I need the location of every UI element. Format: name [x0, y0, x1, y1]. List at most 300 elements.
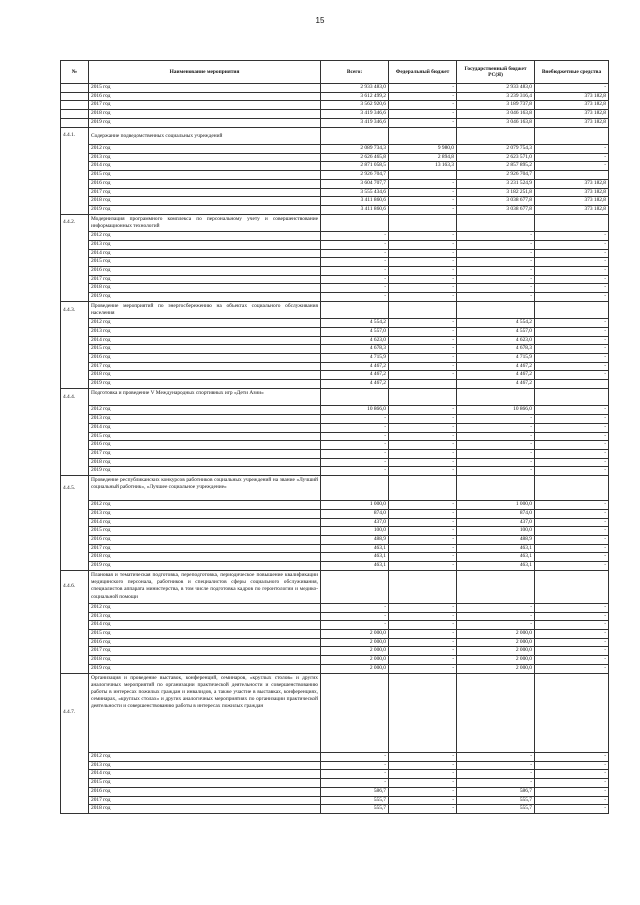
total-cell: 100,0 [321, 527, 389, 536]
total-cell: 463,1 [321, 562, 389, 571]
table-row [61, 656, 609, 665]
state-cell: - [457, 415, 535, 424]
state-cell: - [457, 266, 535, 275]
state-cell: 4 623,0 [457, 336, 535, 345]
column-header-federal: Федеральный бюджет [389, 61, 457, 84]
extra-cell: 373 182,8 [535, 110, 609, 119]
state-cell: 2 000,0 [457, 630, 535, 639]
state-cell: - [457, 449, 535, 458]
table-row [61, 258, 609, 267]
federal-cell: - [389, 527, 457, 536]
total-cell: 2 000,0 [321, 656, 389, 665]
total-cell: 463,1 [321, 553, 389, 562]
table-row [61, 275, 609, 284]
table-row [61, 293, 609, 302]
state-cell: 100,0 [457, 527, 535, 536]
section-header-row [61, 570, 609, 603]
federal-cell: - [389, 284, 457, 293]
year-cell: 2012 год [89, 145, 321, 154]
table-row [61, 92, 609, 101]
table-row [61, 145, 609, 154]
section-empty-cell [389, 301, 457, 319]
table-row [61, 319, 609, 328]
extra-cell: - [535, 371, 609, 380]
total-cell: 3 411 860,6 [321, 205, 389, 214]
extra-cell: - [535, 562, 609, 571]
federal-cell: - [389, 319, 457, 328]
extra-cell: - [535, 753, 609, 762]
extra-cell: - [535, 612, 609, 621]
total-cell: 4 623,0 [321, 336, 389, 345]
year-cell: 2015 год [89, 432, 321, 441]
year-cell: 2015 год [89, 527, 321, 536]
year-cell: 2018 год [89, 458, 321, 467]
year-cell: 2013 год [89, 509, 321, 518]
state-cell: 4 557,0 [457, 327, 535, 336]
table-row [61, 761, 609, 770]
section-header-row [61, 127, 609, 145]
total-cell: 2 626 465,8 [321, 153, 389, 162]
year-cell: 2012 год [89, 603, 321, 612]
federal-cell: - [389, 509, 457, 518]
section-title: Плановая и тематическая подготовка, переподготовка, периодическое повышение квалификации медицинского персонала, работников и специалистов сферы социального обслуживания, специалистов аппарата министерства, в том числе подготовка кадров по геронтологии и медико-социальной помощи [89, 570, 321, 603]
table-row [61, 509, 609, 518]
federal-cell: - [389, 205, 457, 214]
state-cell: - [457, 753, 535, 762]
section-title: Организация и проведение выставок, конференций, семинаров, «круглых столов» и других аналогичных мероприятий по организации практической деятельности и совершенствованию работы в интересах пожилых граждан и инвалидов, а также участие в выставках, конференциях, семинарах, «круглых столах» и других аналогичных мероприятиях по организации практической деятельности и совершенствованию работы в интересах пожилых граждан [89, 673, 321, 753]
section-empty-cell [389, 570, 457, 603]
federal-cell: - [389, 179, 457, 188]
table-row [61, 179, 609, 188]
extra-cell: - [535, 467, 609, 476]
extra-cell: - [535, 249, 609, 258]
year-cell: 2016 год [89, 638, 321, 647]
table-row [61, 630, 609, 639]
state-cell: 2 000,0 [457, 656, 535, 665]
state-cell: 3 046 163,8 [457, 118, 535, 127]
state-cell: - [457, 232, 535, 241]
column-header-extra: Внебюджетные средства [535, 61, 609, 84]
state-cell: 3 231 524,9 [457, 179, 535, 188]
total-cell: - [321, 458, 389, 467]
table-row [61, 153, 609, 162]
state-cell: 463,1 [457, 562, 535, 571]
state-cell: 4 554,2 [457, 319, 535, 328]
year-cell: 2015 год [89, 258, 321, 267]
table-row [61, 266, 609, 275]
year-cell: 2017 год [89, 796, 321, 805]
state-cell: - [457, 761, 535, 770]
column-header-name: Наименование мероприятия [89, 61, 321, 84]
federal-cell: - [389, 110, 457, 119]
section-empty-cell [535, 476, 609, 501]
total-cell: - [321, 240, 389, 249]
extra-cell: - [535, 441, 609, 450]
year-cell: 2014 год [89, 423, 321, 432]
extra-cell: - [535, 153, 609, 162]
year-cell: 2018 год [89, 553, 321, 562]
federal-cell: 13 163,3 [389, 162, 457, 171]
year-cell: 2017 год [89, 101, 321, 110]
year-cell: 2016 год [89, 179, 321, 188]
year-cell: 2019 год [89, 467, 321, 476]
extra-cell: 373 182,8 [535, 205, 609, 214]
year-cell: 2015 год [89, 345, 321, 354]
total-cell: 874,0 [321, 509, 389, 518]
federal-cell [389, 380, 457, 389]
extra-cell: - [535, 266, 609, 275]
federal-cell: - [389, 240, 457, 249]
extra-cell [535, 171, 609, 180]
extra-cell: 373 182,8 [535, 92, 609, 101]
extra-cell: - [535, 805, 609, 814]
federal-cell: - [389, 275, 457, 284]
extra-cell: 373 182,8 [535, 188, 609, 197]
state-cell: 2 623 571,0 [457, 153, 535, 162]
total-cell: - [321, 621, 389, 630]
year-cell: 2012 год [89, 753, 321, 762]
column-header-total: Всего: [321, 61, 389, 84]
state-cell: 874,0 [457, 509, 535, 518]
year-cell: 2012 год [89, 406, 321, 415]
year-cell: 2012 год [89, 501, 321, 510]
year-cell: 2015 год [89, 779, 321, 788]
section-empty-cell [321, 673, 389, 753]
federal-cell: - [389, 753, 457, 762]
federal-cell: - [389, 415, 457, 424]
federal-cell: - [389, 449, 457, 458]
total-cell: 586,7 [321, 787, 389, 796]
section-empty-cell [321, 214, 389, 232]
federal-cell: - [389, 266, 457, 275]
table-row [61, 197, 609, 206]
extra-cell: - [535, 518, 609, 527]
state-cell: 4 467,2 [457, 371, 535, 380]
section-code: 4.4.7. [61, 673, 89, 813]
federal-cell: 9 980,0 [389, 145, 457, 154]
year-cell: 2013 год [89, 761, 321, 770]
total-cell: - [321, 415, 389, 424]
state-cell: 2 933 483,0 [457, 84, 535, 93]
year-cell: 2018 год [89, 805, 321, 814]
section-code: 4.4.1. [61, 127, 89, 214]
federal-cell: - [389, 423, 457, 432]
year-cell: 2018 год [89, 656, 321, 665]
total-cell: - [321, 293, 389, 302]
state-cell: 4 467,2 [457, 380, 535, 389]
section-empty-cell [321, 476, 389, 501]
extra-cell: - [535, 458, 609, 467]
year-cell: 2013 год [89, 327, 321, 336]
table-row [61, 664, 609, 673]
column-header-num: № [61, 61, 89, 84]
year-cell: 2018 год [89, 371, 321, 380]
year-cell: 2016 год [89, 441, 321, 450]
row-number-cell [61, 92, 89, 101]
state-cell: - [457, 621, 535, 630]
federal-cell: - [389, 796, 457, 805]
table-row [61, 603, 609, 612]
extra-cell: - [535, 664, 609, 673]
extra-cell: - [535, 232, 609, 241]
section-empty-cell [389, 476, 457, 501]
section-empty-cell [457, 570, 535, 603]
extra-cell: - [535, 656, 609, 665]
total-cell: 3 562 920,6 [321, 101, 389, 110]
total-cell: - [321, 232, 389, 241]
total-cell: 555,7 [321, 805, 389, 814]
table-body [61, 84, 609, 814]
year-cell: 2016 год [89, 536, 321, 545]
table-row [61, 449, 609, 458]
state-cell: 463,1 [457, 553, 535, 562]
total-cell: 4 467,2 [321, 362, 389, 371]
total-cell: 2 933 483,0 [321, 84, 389, 93]
federal-cell: - [389, 432, 457, 441]
section-empty-cell [321, 388, 389, 406]
year-cell: 2019 год [89, 664, 321, 673]
year-cell: 2013 год [89, 153, 321, 162]
total-cell: - [321, 432, 389, 441]
extra-cell: - [535, 319, 609, 328]
year-cell: 2013 год [89, 612, 321, 621]
year-cell: 2019 год [89, 380, 321, 389]
extra-cell: - [535, 258, 609, 267]
total-cell: - [321, 258, 389, 267]
year-cell: 2012 год [89, 232, 321, 241]
row-number-cell [61, 110, 89, 119]
year-cell: 2013 год [89, 240, 321, 249]
federal-cell: - [389, 612, 457, 621]
section-empty-cell [389, 214, 457, 232]
state-cell: 2 000,0 [457, 638, 535, 647]
state-cell: 4 678,3 [457, 345, 535, 354]
total-cell: - [321, 275, 389, 284]
state-cell: - [457, 275, 535, 284]
year-cell: 2017 год [89, 362, 321, 371]
federal-cell: - [389, 603, 457, 612]
total-cell: - [321, 284, 389, 293]
extra-cell: - [535, 415, 609, 424]
section-empty-cell [457, 673, 535, 753]
year-cell: 2016 год [89, 266, 321, 275]
state-cell: 1 000,0 [457, 501, 535, 510]
federal-cell: - [389, 441, 457, 450]
extra-cell: - [535, 787, 609, 796]
table-row [61, 354, 609, 363]
table-row [61, 562, 609, 571]
total-cell: 4 554,2 [321, 319, 389, 328]
total-cell: 3 612 499,2 [321, 92, 389, 101]
extra-cell: - [535, 761, 609, 770]
table-row [61, 84, 609, 93]
federal-cell: - [389, 327, 457, 336]
section-empty-cell [321, 127, 389, 145]
total-cell: - [321, 603, 389, 612]
column-header-state: Государственный бюджет РС(Я) [457, 61, 535, 84]
table-row [61, 327, 609, 336]
table-row [61, 118, 609, 127]
state-cell: - [457, 770, 535, 779]
section-empty-cell [535, 301, 609, 319]
extra-cell: - [535, 362, 609, 371]
table-row [61, 371, 609, 380]
year-cell: 2017 год [89, 647, 321, 656]
extra-cell: - [535, 553, 609, 562]
total-cell: - [321, 266, 389, 275]
year-cell: 2014 год [89, 518, 321, 527]
table-row [61, 612, 609, 621]
table-row [61, 188, 609, 197]
section-header-row [61, 673, 609, 753]
extra-cell: - [535, 603, 609, 612]
state-cell: - [457, 779, 535, 788]
extra-cell: - [535, 509, 609, 518]
extra-cell: 373 182,8 [535, 197, 609, 206]
year-cell: 2014 год [89, 162, 321, 171]
year-cell: 2018 год [89, 110, 321, 119]
table-row [61, 805, 609, 814]
extra-cell: - [535, 162, 609, 171]
state-cell: - [457, 612, 535, 621]
state-cell: 3 189 737,8 [457, 101, 535, 110]
section-empty-cell [389, 388, 457, 406]
year-cell: 2014 год [89, 336, 321, 345]
federal-cell: - [389, 371, 457, 380]
federal-cell: - [389, 621, 457, 630]
extra-cell: - [535, 621, 609, 630]
federal-cell: - [389, 84, 457, 93]
year-cell: 2012 год [89, 319, 321, 328]
federal-cell: - [389, 770, 457, 779]
state-cell: - [457, 293, 535, 302]
total-cell: - [321, 770, 389, 779]
section-empty-cell [535, 673, 609, 753]
federal-cell: - [389, 467, 457, 476]
extra-cell: - [535, 345, 609, 354]
section-title: Проведение республиканских конкурсов работников социальных учреждений на звание «Лучший социальный работник», «Лучшее социальное учреждение» [89, 476, 321, 501]
total-cell: 2 871 058,5 [321, 162, 389, 171]
table-row [61, 423, 609, 432]
state-cell: 488,9 [457, 536, 535, 545]
total-cell: 1 000,0 [321, 501, 389, 510]
total-cell: 3 411 860,6 [321, 197, 389, 206]
table-row [61, 432, 609, 441]
total-cell: 4 715,9 [321, 354, 389, 363]
federal-cell: - [389, 779, 457, 788]
year-cell: 2019 год [89, 205, 321, 214]
table-row [61, 441, 609, 450]
section-empty-cell [457, 127, 535, 145]
table-row [61, 362, 609, 371]
section-header-row [61, 476, 609, 501]
table-row [61, 232, 609, 241]
state-cell: 463,1 [457, 544, 535, 553]
federal-cell: - [389, 362, 457, 371]
state-cell: 3 038 677,8 [457, 205, 535, 214]
state-cell: - [457, 458, 535, 467]
federal-cell: - [389, 562, 457, 571]
extra-cell: - [535, 527, 609, 536]
section-empty-cell [389, 127, 457, 145]
state-cell: 2 079 754,3 [457, 145, 535, 154]
extra-cell: - [535, 544, 609, 553]
total-cell: 2 000,0 [321, 630, 389, 639]
state-cell: 10 866,0 [457, 406, 535, 415]
state-cell: 2 926 704,7 [457, 171, 535, 180]
federal-cell: - [389, 787, 457, 796]
table-row [61, 406, 609, 415]
year-cell: 2013 год [89, 415, 321, 424]
page-number: 15 [315, 16, 325, 25]
section-empty-cell [535, 127, 609, 145]
extra-cell: - [535, 536, 609, 545]
federal-cell: - [389, 293, 457, 302]
total-cell: 3 419 346,6 [321, 110, 389, 119]
table-row [61, 770, 609, 779]
extra-cell [535, 380, 609, 389]
state-cell: 3 046 163,8 [457, 110, 535, 119]
federal-cell: - [389, 92, 457, 101]
row-number-cell [61, 118, 89, 127]
year-cell: 2014 год [89, 249, 321, 258]
table-row [61, 249, 609, 258]
table-row [61, 621, 609, 630]
extra-cell: - [535, 293, 609, 302]
section-empty-cell [457, 214, 535, 232]
total-cell: 3 604 707,7 [321, 179, 389, 188]
federal-cell: - [389, 553, 457, 562]
federal-cell: - [389, 647, 457, 656]
total-cell: 463,1 [321, 544, 389, 553]
section-title: Проведение мероприятий по энергосбережению на объектах социального обслуживания населения [89, 301, 321, 319]
state-cell: - [457, 423, 535, 432]
federal-cell: - [389, 805, 457, 814]
extra-cell: - [535, 779, 609, 788]
row-number-cell [61, 84, 89, 93]
table-header-row [61, 61, 609, 84]
table-row [61, 527, 609, 536]
federal-cell [389, 171, 457, 180]
year-cell: 2016 год [89, 787, 321, 796]
extra-cell: - [535, 432, 609, 441]
section-empty-cell [321, 301, 389, 319]
section-code: 4.4.4. [61, 388, 89, 475]
total-cell: 2 000,0 [321, 664, 389, 673]
year-cell: 2017 год [89, 449, 321, 458]
state-cell: - [457, 441, 535, 450]
year-cell: 2016 год [89, 92, 321, 101]
state-cell: 2 000,0 [457, 664, 535, 673]
federal-cell: - [389, 544, 457, 553]
state-cell: - [457, 603, 535, 612]
row-number-cell [61, 101, 89, 110]
federal-cell: - [389, 345, 457, 354]
table-row [61, 753, 609, 762]
section-empty-cell [321, 570, 389, 603]
federal-cell: 2 894,8 [389, 153, 457, 162]
year-cell: 2014 год [89, 621, 321, 630]
year-cell: 2018 год [89, 197, 321, 206]
table-row [61, 345, 609, 354]
state-cell: - [457, 240, 535, 249]
total-cell: 4 467,2 [321, 371, 389, 380]
table-row [61, 458, 609, 467]
section-empty-cell [457, 476, 535, 501]
total-cell: - [321, 612, 389, 621]
table-row [61, 638, 609, 647]
extra-cell: - [535, 796, 609, 805]
